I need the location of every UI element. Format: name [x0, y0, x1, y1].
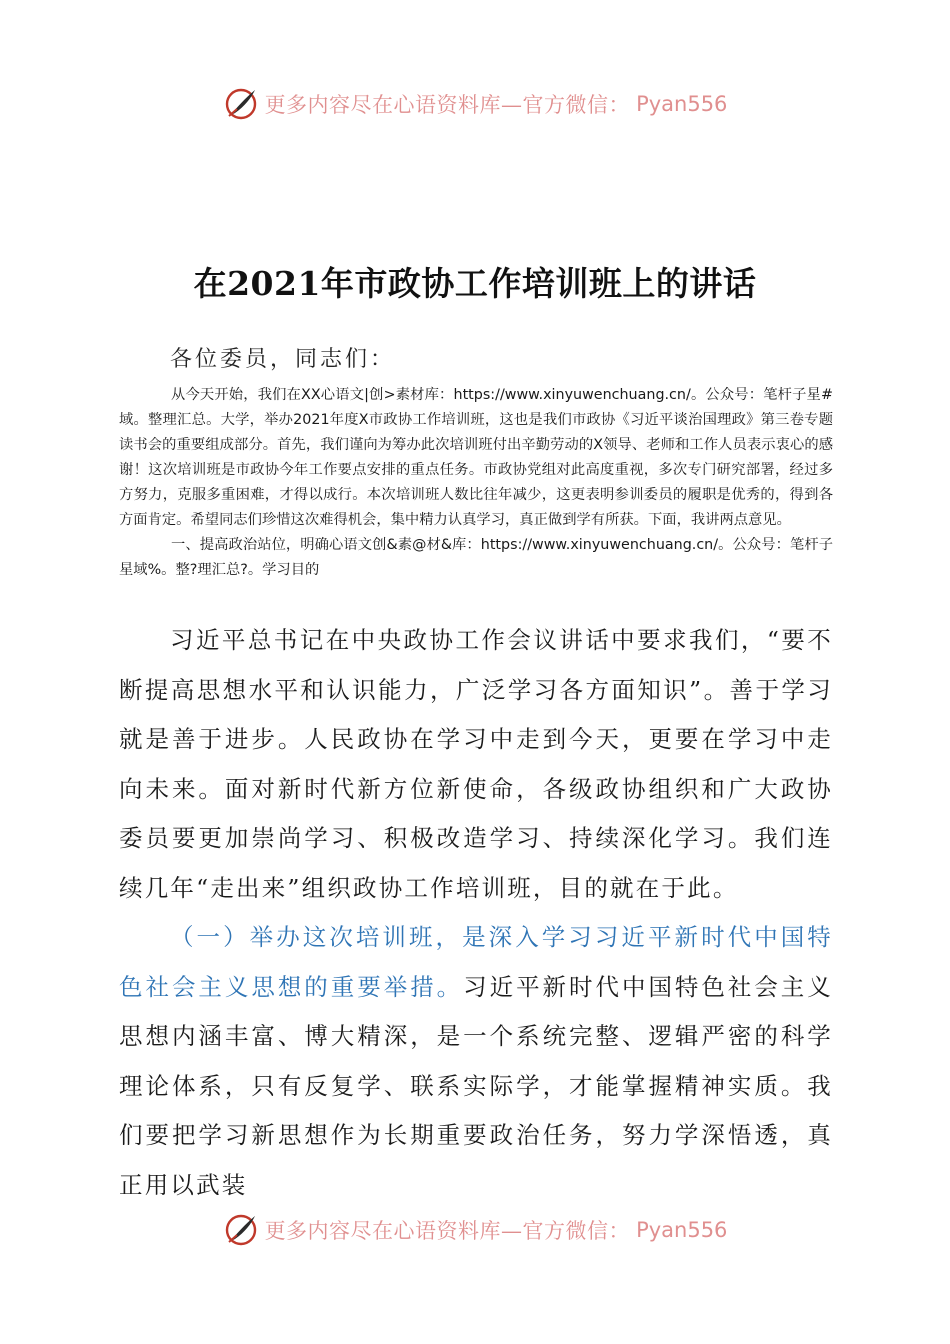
body-paragraph-2	[119, 913, 833, 1210]
document-title: 在2021年市政协工作培训班上的讲话	[193, 264, 757, 303]
body-paragraph-1: 习近平总书记在中央政协工作会议讲话中要求我们，“要不断提高思想水平和认识能力，广泛学习各方面知识”。善于学习就是善于进步。人民政协在学习中走到今天，更要在学习中走向未来。面对新时代新方位新使命，各级政协组织和广大政协委员要更加崇尚学习、积极改造学习、持续深化学习。我们连续几年“走出来”组织政协工作培训班，目的就在于此。	[119, 626, 833, 902]
subsection-heading: （一）举办这次培训班，是深入学习习近平新时代中国特色社会主义思想的重要举措。	[119, 923, 833, 1001]
main-body	[119, 616, 833, 1210]
watermark-wechat-id: Pyan556	[636, 92, 728, 116]
footer-watermark	[0, 1208, 950, 1252]
intro-small-text-block	[119, 383, 833, 583]
quill-pen-logo-icon	[223, 86, 259, 122]
salutation: 各位委员，同志们：	[170, 347, 396, 372]
watermark-text: 更多内容尽在心语资料库—官方微信：	[264, 93, 631, 117]
header-watermark	[0, 82, 950, 126]
quill-pen-logo-icon	[223, 1212, 259, 1248]
section-one-heading-line: 一、提高政治站位，明确心语文创&素@材&库：https://www.xinyuwenchuang.cn/。公众号：笔杆子星域%。整?理汇总?。学习目的	[119, 537, 833, 578]
watermark-text: 更多内容尽在心语资料库—官方微信：	[264, 1219, 631, 1243]
intro-paragraph: 从今天开始，我们在XX心语文|创>素材库：https://www.xinyuwenchuang.cn/。公众号：笔杆子星#域。整理汇总。大学，举办2021年度X市政协工作培训班，这也是我们市政协《习近平谈治国理政》第三卷专题读书会的重要组成部分。首先，我们谨向为筹办此次培训班付出辛勤劳动的X领导、老师和工作人员表示衷心的感谢！这次培训班是市政协今年工作要点安排的重点任务。市政协党组对此高度重视，多次专门研究部署，经过多方努力，克服多重困难，才得以成行。本次培训班人数比往年减少，这更表明参训委员的履职是优秀的，得到各方面肯定。希望同志们珍惜这次难得机会，集中精力认真学习，真正做到学有所获。下面，我讲两点意见。	[119, 387, 833, 528]
watermark-wechat-id: Pyan556	[636, 1218, 728, 1242]
body-paragraph-2-text: 习近平新时代中国特色社会主义思想内涵丰富、博大精深，是一个系统完整、逻辑严密的科学理论体系，只有反复学、联系实际学，才能掌握精神实质。我们要把学习新思想作为长期重要政治任务，努力学深悟透，真正用以武装	[119, 972, 833, 1199]
